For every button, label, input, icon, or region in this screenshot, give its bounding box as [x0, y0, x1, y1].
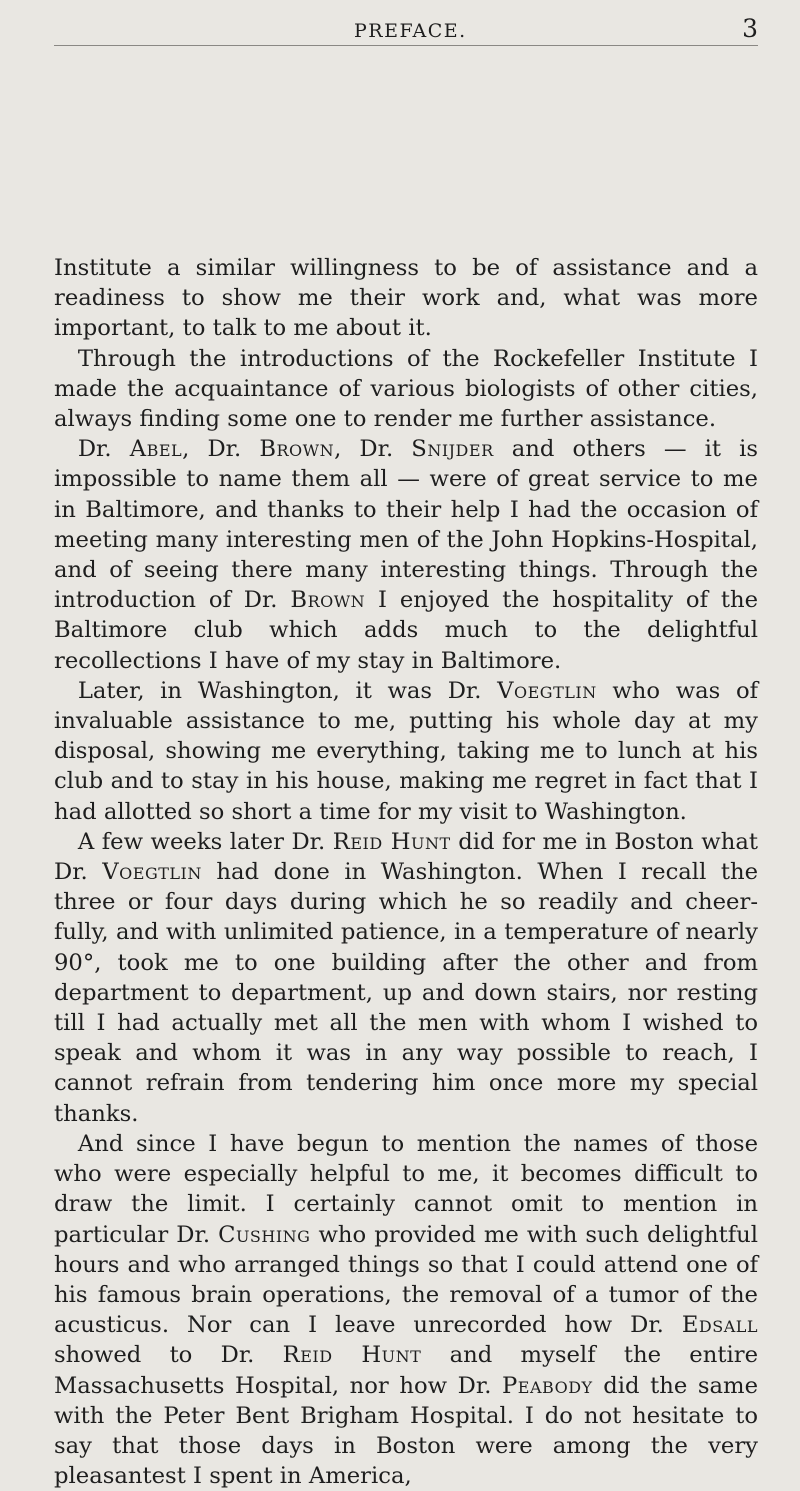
running-head: [54, 0, 758, 48]
text-run: Dr.: [77, 436, 130, 463]
text-run: Through the introductions of the Rockefeller Institute I made the acquaintance of various biologists of other cities, always finding some one to render me further assistance.: [54, 345, 758, 433]
person-name: Snijder: [411, 436, 494, 463]
paragraph: [54, 253, 758, 344]
text-run: did for me in Boston what Dr.: [54, 828, 758, 886]
text-run: showed to Dr.: [54, 1342, 283, 1369]
text-run: Later, in Washington, it was Dr.: [77, 677, 498, 704]
text-run: A few weeks later Dr.: [77, 828, 333, 855]
text-run: had done in Washington. When I recall the three or four days during which he so readily and cheer- fully, and with unlimited patience, in a temperature of nearly 90°, took me to one building after the other and from department to department, up and down stairs, nor resting till I had actually met all the men with whom I wished to speak and whom it was in any way possible to reach, I cannot refrain from tendering him once more my special thanks.: [54, 859, 758, 1127]
person-name: Reid Hunt: [282, 1342, 422, 1369]
person-name: Reid Hunt: [332, 828, 451, 855]
text-run: Institute a similar willingness to be of assistance and a readiness to show me their work and, what was more important, to talk to me about it.: [54, 255, 758, 342]
text-run: who provided me with such delightful hours and who arranged things so that I could attend one of his famous brain operations, the removal of a tumor of the acusticus. Nor can I leave unrecorded how Dr.: [54, 1221, 758, 1339]
person-name: Brown: [290, 587, 366, 614]
page-number: 3: [742, 14, 758, 43]
text-run: who was of invaluable assistance to me, putting his whole day at my disposal, showing me everything, taking me to lunch at his club and to stay in his house, making me regret in fact that I had allotted so short a time for my visit to Washington.: [54, 677, 758, 825]
text-run: And since I have begun to mention the names of those who were especially helpful to me, it becomes difficult to draw the limit. I certainly cannot omit to mention in particular Dr.: [54, 1130, 758, 1248]
text-run: , Dr.: [334, 436, 412, 463]
person-name: Brown: [259, 436, 335, 463]
paragraph: [54, 1129, 758, 1491]
person-name: Abel: [129, 436, 183, 463]
paragraph: [54, 827, 758, 1129]
running-title: PREFACE.: [354, 20, 467, 42]
text-run: did the same with the Peter Bent Brigham Hospital. I do not hesitate to say that those days in Boston were among the very pleasantest I spent in America,: [54, 1372, 758, 1490]
text-run: I enjoyed the hospitality of the Baltimore club which adds much to the delightful recollections I have of my stay in Baltimore.: [54, 587, 758, 674]
person-name: Voegtlin: [102, 859, 202, 886]
header-rule: [54, 45, 758, 46]
text-run: , Dr.: [182, 436, 260, 463]
paragraph: [54, 676, 758, 827]
text-run: and myself the entire Massachusetts Hospital, nor how Dr.: [54, 1342, 758, 1399]
person-name: Voegtlin: [497, 677, 597, 704]
paragraph: [54, 344, 758, 435]
text-run: and others — it is impossible to name them all — were of great service to me in Baltimore, and thanks to their help I had the occasion of meeting many interesting men of the John Hopkins-Hospital, and of seeing there many interesting things. Through the introduction of Dr.: [54, 436, 759, 614]
body-text: [54, 253, 758, 1491]
person-name: Edsall: [681, 1312, 758, 1339]
person-name: Cushing: [218, 1221, 311, 1248]
paragraph: [54, 434, 758, 676]
person-name: Peabody: [502, 1372, 593, 1399]
